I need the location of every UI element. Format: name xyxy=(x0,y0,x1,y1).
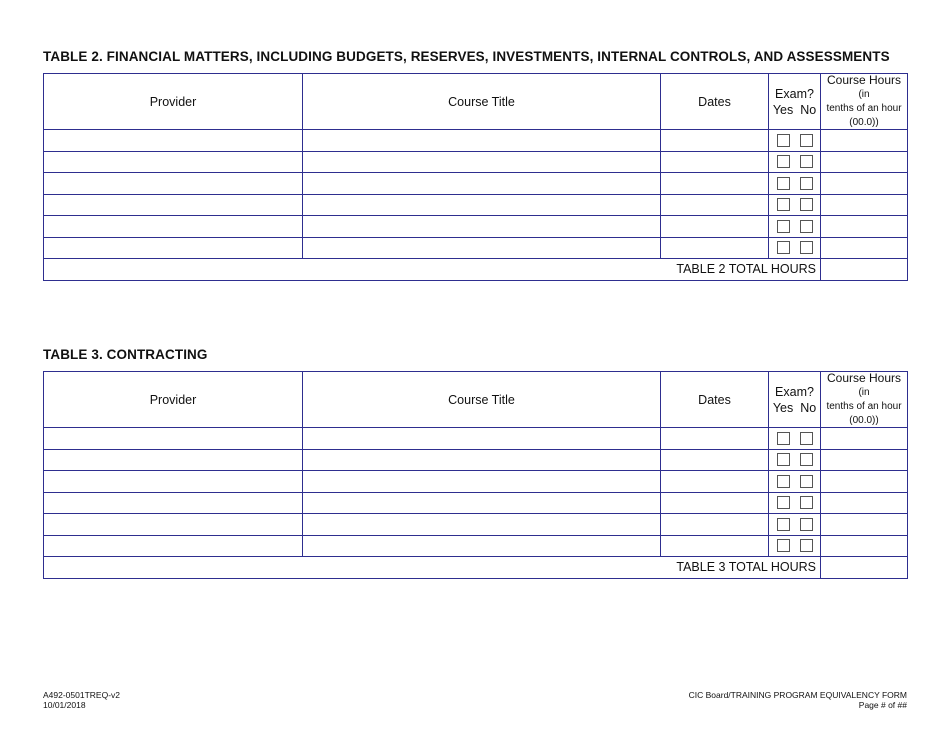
table-row xyxy=(44,535,908,557)
exam-label: Exam? xyxy=(775,86,814,101)
course-title-cell[interactable] xyxy=(303,151,661,173)
provider-header: Provider xyxy=(44,372,303,428)
exam-yes-no xyxy=(769,102,820,118)
course-title-cell[interactable] xyxy=(303,216,661,238)
course-hours-cell[interactable] xyxy=(821,428,908,450)
exam-no-checkbox[interactable] xyxy=(800,134,813,147)
exam-yes-checkbox[interactable] xyxy=(777,539,790,552)
exam-cell xyxy=(769,471,821,493)
table2 xyxy=(43,73,908,281)
form-name: CIC Board/TRAINING PROGRAM EQUIVALENCY FORM xyxy=(688,690,907,700)
exam-no-checkbox[interactable] xyxy=(800,496,813,509)
dates-cell[interactable] xyxy=(661,471,769,493)
exam-no-checkbox[interactable] xyxy=(800,539,813,552)
course-title-header: Course Title xyxy=(303,74,661,130)
provider-cell[interactable] xyxy=(44,471,303,493)
course-hours-label: Course Hours xyxy=(826,371,902,385)
exam-yes-checkbox[interactable] xyxy=(777,518,790,531)
table-row xyxy=(44,428,908,450)
exam-yes-checkbox[interactable] xyxy=(777,496,790,509)
dates-cell[interactable] xyxy=(661,514,769,536)
exam-no-checkbox[interactable] xyxy=(800,198,813,211)
exam-no-checkbox[interactable] xyxy=(800,518,813,531)
table-row xyxy=(44,151,908,173)
dates-cell[interactable] xyxy=(661,428,769,450)
exam-label: Exam? xyxy=(775,384,814,399)
exam-no-checkbox[interactable] xyxy=(800,432,813,445)
course-hours-cell[interactable] xyxy=(821,173,908,195)
course-title-cell[interactable] xyxy=(303,130,661,152)
total-row xyxy=(44,557,908,579)
form-date: 10/01/2018 xyxy=(43,700,86,710)
exam-cell xyxy=(769,449,821,471)
course-hours-cell[interactable] xyxy=(821,535,908,557)
provider-cell[interactable] xyxy=(44,237,303,259)
table-row xyxy=(44,471,908,493)
dates-cell[interactable] xyxy=(661,535,769,557)
exam-no-checkbox[interactable] xyxy=(800,155,813,168)
dates-header: Dates xyxy=(661,372,769,428)
form-code: A492-0501TREQ-v2 xyxy=(43,690,121,700)
exam-yes-checkbox[interactable] xyxy=(777,432,790,445)
dates-cell[interactable] xyxy=(661,151,769,173)
table2-title: TABLE 2. FINANCIAL MATTERS, INCLUDING BUDGETS, RESERVES, INVESTMENTS, INTERNAL CONTROLS, AND ASSESSMENTS xyxy=(43,49,890,64)
table-row xyxy=(44,514,908,536)
table-row xyxy=(44,173,908,195)
provider-cell[interactable] xyxy=(44,216,303,238)
provider-header: Provider xyxy=(44,74,303,130)
total-hours-label: TABLE 2 TOTAL HOURS xyxy=(44,259,821,281)
course-hours-cell[interactable] xyxy=(821,130,908,152)
course-hours-sub2: (00.0)) xyxy=(849,117,879,128)
exam-cell xyxy=(769,216,821,238)
course-title-cell[interactable] xyxy=(303,428,661,450)
exam-yes-checkbox[interactable] xyxy=(777,155,790,168)
provider-cell[interactable] xyxy=(44,492,303,514)
dates-cell[interactable] xyxy=(661,173,769,195)
course-hours-cell[interactable] xyxy=(821,514,908,536)
exam-cell xyxy=(769,173,821,195)
course-title-cell[interactable] xyxy=(303,514,661,536)
course-title-cell[interactable] xyxy=(303,173,661,195)
page-number: Page # of ## xyxy=(858,700,907,710)
course-title-header: Course Title xyxy=(303,372,661,428)
course-title-cell[interactable] xyxy=(303,449,661,471)
footer-left xyxy=(43,690,120,710)
exam-yes-checkbox[interactable] xyxy=(777,241,790,254)
course-hours-cell[interactable] xyxy=(821,449,908,471)
table-row xyxy=(44,194,908,216)
table-row xyxy=(44,237,908,259)
course-hours-cell[interactable] xyxy=(821,216,908,238)
course-hours-cell[interactable] xyxy=(821,471,908,493)
provider-cell[interactable] xyxy=(44,428,303,450)
course-hours-cell[interactable] xyxy=(821,194,908,216)
course-title-cell[interactable] xyxy=(303,237,661,259)
table-row xyxy=(44,449,908,471)
dates-cell[interactable] xyxy=(661,449,769,471)
footer-right xyxy=(689,690,907,710)
course-hours-in: (in xyxy=(858,387,870,398)
provider-cell[interactable] xyxy=(44,449,303,471)
course-hours-sub1: tenths of an hour xyxy=(826,103,902,114)
exam-no-checkbox[interactable] xyxy=(800,453,813,466)
exam-cell xyxy=(769,535,821,557)
exam-yes-checkbox[interactable] xyxy=(777,475,790,488)
course-hours-sub2: (00.0)) xyxy=(849,415,879,426)
course-title-cell[interactable] xyxy=(303,492,661,514)
exam-no-checkbox[interactable] xyxy=(800,241,813,254)
exam-cell xyxy=(769,194,821,216)
exam-no-label: No xyxy=(800,102,817,117)
course-hours-cell[interactable] xyxy=(821,492,908,514)
provider-cell[interactable] xyxy=(44,514,303,536)
course-hours-header xyxy=(821,372,908,428)
course-hours-sub1: tenths of an hour xyxy=(826,401,902,412)
dates-header: Dates xyxy=(661,74,769,130)
dates-cell[interactable] xyxy=(661,492,769,514)
provider-cell[interactable] xyxy=(44,535,303,557)
exam-yes-checkbox[interactable] xyxy=(777,177,790,190)
dates-cell[interactable] xyxy=(661,130,769,152)
exam-yes-checkbox[interactable] xyxy=(777,198,790,211)
course-hours-header xyxy=(821,74,908,130)
table3 xyxy=(43,371,908,579)
exam-cell xyxy=(769,514,821,536)
total-row xyxy=(44,259,908,281)
total-hours-cell[interactable] xyxy=(821,557,908,579)
exam-header xyxy=(769,372,821,428)
table3-title: TABLE 3. CONTRACTING xyxy=(43,347,208,362)
table-row xyxy=(44,130,908,152)
exam-yes-label: Yes xyxy=(772,400,794,415)
exam-no-checkbox[interactable] xyxy=(800,177,813,190)
provider-cell[interactable] xyxy=(44,130,303,152)
exam-no-label: No xyxy=(800,400,817,415)
course-title-cell[interactable] xyxy=(303,194,661,216)
dates-cell[interactable] xyxy=(661,216,769,238)
exam-cell xyxy=(769,130,821,152)
course-hours-label: Course Hours xyxy=(826,73,902,87)
dates-cell[interactable] xyxy=(661,194,769,216)
exam-no-checkbox[interactable] xyxy=(800,475,813,488)
exam-no-checkbox[interactable] xyxy=(800,220,813,233)
exam-cell xyxy=(769,428,821,450)
table-row xyxy=(44,216,908,238)
course-hours-cell[interactable] xyxy=(821,151,908,173)
table-row xyxy=(44,492,908,514)
table-header-row xyxy=(44,74,908,130)
exam-yes-checkbox[interactable] xyxy=(777,453,790,466)
total-hours-cell[interactable] xyxy=(821,259,908,281)
exam-yes-checkbox[interactable] xyxy=(777,220,790,233)
course-hours-in: (in xyxy=(858,89,870,100)
total-hours-label: TABLE 3 TOTAL HOURS xyxy=(44,557,821,579)
course-title-cell[interactable] xyxy=(303,471,661,493)
exam-header xyxy=(769,74,821,130)
exam-cell xyxy=(769,237,821,259)
exam-cell xyxy=(769,151,821,173)
exam-yes-checkbox[interactable] xyxy=(777,134,790,147)
provider-cell[interactable] xyxy=(44,173,303,195)
exam-yes-no xyxy=(769,400,820,416)
provider-cell[interactable] xyxy=(44,194,303,216)
provider-cell[interactable] xyxy=(44,151,303,173)
table-header-row xyxy=(44,372,908,428)
dates-cell[interactable] xyxy=(661,237,769,259)
course-title-cell[interactable] xyxy=(303,535,661,557)
course-hours-cell[interactable] xyxy=(821,237,908,259)
exam-yes-label: Yes xyxy=(772,102,794,117)
exam-cell xyxy=(769,492,821,514)
